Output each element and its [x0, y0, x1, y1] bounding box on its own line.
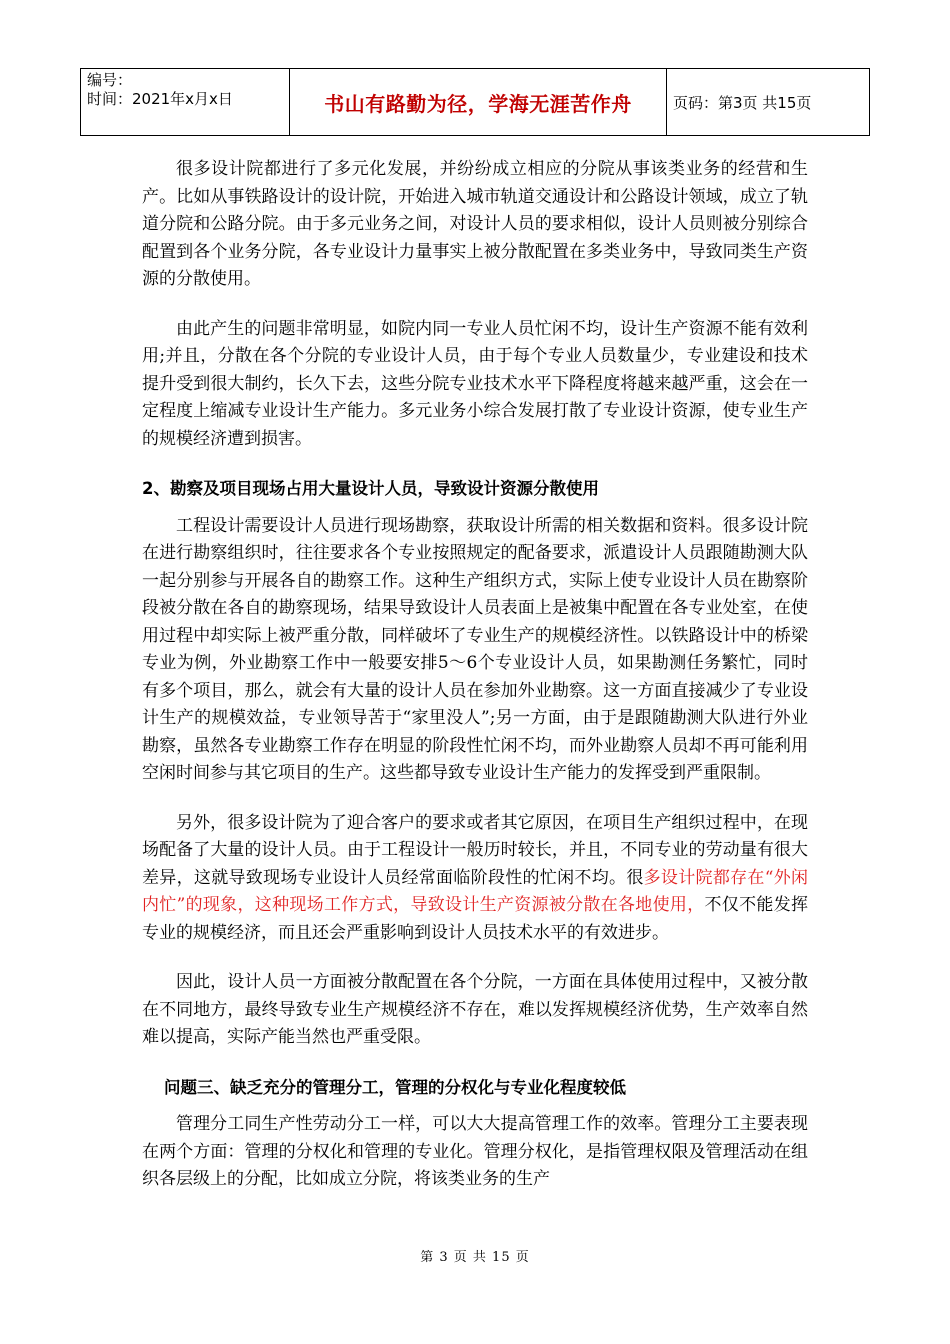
- document-time: 时间：2021年x月x日: [87, 90, 233, 108]
- paragraph-4-end: 不仅不能发挥专业的规模经济，而且还会严重影响到设计人员技术水平的有效进步。: [142, 895, 808, 943]
- section-heading-2: 2、勘察及项目现场占用大量设计人员，导致设计资源分散使用: [142, 479, 599, 498]
- paragraph-5: 因此，设计人员一方面被分散配置在各个分院，一方面在具体使用过程中，又被分散在不同地方，最终导致专业生产规模经济不存在，难以发挥规模经济优势，生产效率自然难以提高，实际产能当然也严重受限。: [142, 972, 808, 1047]
- header-motto: 书山有路勤为径，学海无涯苦作舟: [290, 69, 667, 136]
- paragraph-6: 管理分工同生产性劳动分工一样，可以大大提高管理工作的效率。管理分工主要表现在两个方面：管理的分权化和管理的专业化。管理分权化，是指管理权限及管理活动在组织各层级上的分配，比如成立分院，将该类业务的生产: [142, 1114, 808, 1189]
- paragraph-2: 由此产生的问题非常明显，如院内同一专业人员忙闲不均，设计生产资源不能有效利用;并且，分散在各个分院的专业设计人员，由于每个专业人员数量少，专业建设和技术提升受到很大制约，长久下去，这些分院专业技术水平下降程度将越来越严重，这会在一定程度上缩减专业设计生产能力。多元业务小综合发展打散了专业设计资源，使专业生产的规模经济遭到损害。: [142, 318, 808, 449]
- header-page-info: 页码：第3页 共15页: [667, 69, 870, 136]
- highlighted-text: 多设计院都存在“外闲内忙”的现象，这种现场工作方式，导致设计生产资源被分散在各地使用，: [142, 867, 808, 915]
- paragraph-3: 工程设计需要设计人员进行现场勘察，获取设计所需的相关数据和资料。很多设计院在进行勘察组织时，往往要求各个专业按照规定的配备要求，派遣设计人员跟随勘测大队一起分别参与开展各自的勘察工作。这种生产组织方式，实际上使专业设计人员在勘察阶段被分散在各自的勘察现场，结果导致设计人员表面上是被集中配置在各专业处室，在使用过程中却实际上被严重分散，同样破坏了专业生产的规模经济性。以铁路设计中的桥梁专业为例，外业勘察工作中一般要安排5～6个专业设计人员，如果勘测任务繁忙，同时有多个项目，那么，就会有大量的设计人员在参加外业勘察。这一方面直接减少了专业设计生产的规模效益，专业领导苦于“家里没人”;另一方面，由于是跟随勘测大队进行外业勘察，虽然各专业勘察工作存在明显的阶段性忙闲不均，而外业勘察人员却不再可能利用空闲时间参与其它项目的生产。这些都导致专业设计生产能力的发挥受到严重限制。: [142, 515, 808, 783]
- document-body: [142, 156, 808, 1194]
- section-heading-problem-3: 问题三、缺乏充分的管理分工，管理的分权化与专业化程度较低: [164, 1077, 626, 1097]
- document-header: [80, 68, 870, 136]
- paragraph-4-start: 另外，很多设计院为了迎合客户的要求或者其它原因，在项目生产组织过程中，在现场配备了大量的设计人员。由于工程设计一般历时较长，并且，不同专业的劳动量有很大差异，这就导致现场专业设计人员经常面临阶段性的忙闲不均。很: [142, 812, 808, 888]
- paragraph-4: [142, 810, 808, 948]
- header-meta: [81, 69, 290, 136]
- document-number: 编号：: [87, 71, 133, 89]
- paragraph-1: 很多设计院都进行了多元化发展，并纷纷成立相应的分院从事该类业务的经营和生产。比如从事铁路设计的设计院，开始进入城市轨道交通设计和公路设计领域，成立了轨道分院和公路分院。由于多元业务之间，对设计人员的要求相似，设计人员则被分别综合配置到各个业务分院，各专业设计力量事实上被分散配置在多类业务中，导致同类生产资源的分散使用。: [142, 159, 808, 289]
- page-footer: 第 3 页 共 15 页: [420, 1250, 530, 1265]
